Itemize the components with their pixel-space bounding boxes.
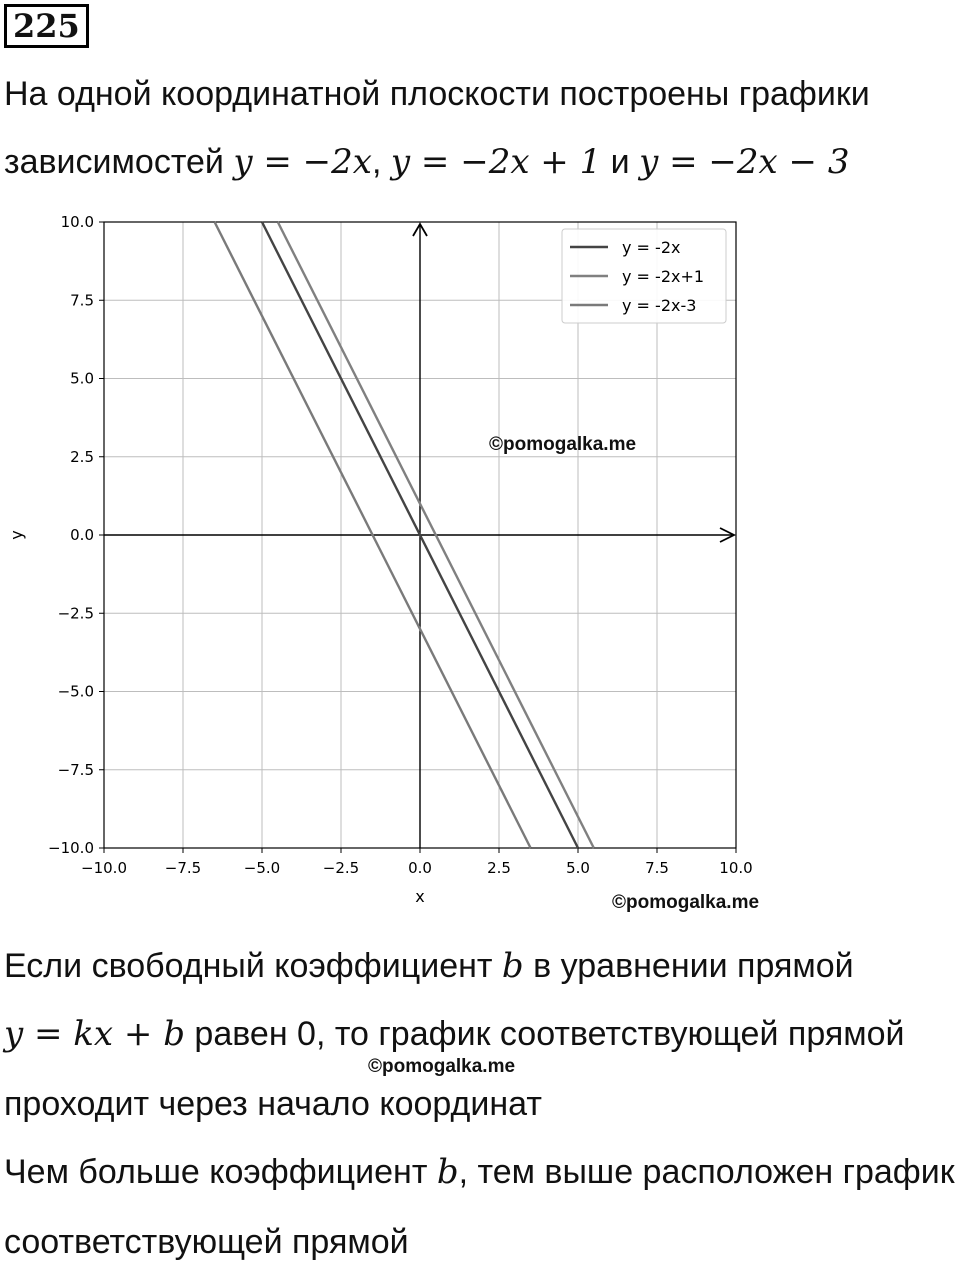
x-tick-label: 0.0 [408, 859, 432, 877]
conclusion-line-3: проходит через начало координат [4, 1085, 542, 1123]
y-tick-label: 10.0 [60, 213, 94, 231]
equation-3: y = −2x − 3 [639, 142, 850, 182]
watermark-chart-center: ©pomogalka.me [489, 434, 637, 455]
y-tick-label: −10.0 [48, 839, 94, 857]
x-tick-label: −2.5 [322, 859, 360, 877]
legend-label-2: y = -2x+1 [622, 267, 705, 286]
y-tick-label: −2.5 [57, 604, 94, 623]
x-tick-label: −5.0 [243, 859, 281, 877]
separator-1: , [371, 143, 391, 181]
coefficient-b: b [501, 946, 524, 986]
y-axis-label: y [7, 530, 26, 540]
line-equation: y = kx + b [4, 1014, 185, 1054]
intro-line-1: На одной координатной плоскости построены графики [4, 75, 870, 113]
conclusion-text: равен 0, то график соответствующей прямой [184, 1015, 905, 1053]
legend-label-3: y = -2x-3 [622, 296, 697, 315]
conclusion-text: Если свободный коэффициент [4, 947, 502, 985]
x-tick-label: 7.5 [645, 859, 669, 877]
watermark-chart-bottom: ©pomogalka.me [612, 892, 760, 913]
legend-label-1: y = -2x [622, 238, 681, 257]
conclusion-line-5: соответствующей прямой [4, 1223, 409, 1261]
y-tick-label: −7.5 [57, 760, 94, 779]
x-tick-label: 2.5 [487, 859, 511, 877]
y-tick-label: 7.5 [70, 291, 94, 310]
intro-prefix: зависимостей [4, 143, 234, 181]
x-tick-label: −7.5 [164, 859, 202, 877]
watermark-text-middle: ©pomogalka.me [368, 1056, 516, 1077]
conclusion-line-2 [4, 1014, 905, 1054]
x-tick-label: −10.0 [81, 859, 127, 877]
x-tick-label: 5.0 [566, 859, 590, 877]
y-tick-label: 5.0 [70, 369, 94, 388]
equation-1: y = −2x [233, 142, 372, 182]
y-tick-label: 2.5 [70, 447, 94, 466]
x-tick-label: 10.0 [719, 859, 753, 877]
chart-legend [562, 229, 726, 323]
x-axis-label: x [415, 887, 425, 906]
conclusion-text: в уравнении прямой [523, 947, 854, 985]
y-tick-label: 0.0 [70, 526, 94, 544]
problem-number-badge: 225 [4, 4, 89, 48]
coefficient-b: b [436, 1152, 459, 1192]
conclusion-line-4 [4, 1152, 955, 1192]
separator-2: и [601, 143, 640, 181]
conclusion-text: Чем больше коэффициент [4, 1153, 437, 1191]
conclusion-line-1 [4, 946, 854, 986]
conclusion-text: , тем выше расположен график [458, 1153, 955, 1191]
equation-2: y = −2x + 1 [390, 142, 602, 182]
y-tick-label: −5.0 [57, 682, 94, 701]
